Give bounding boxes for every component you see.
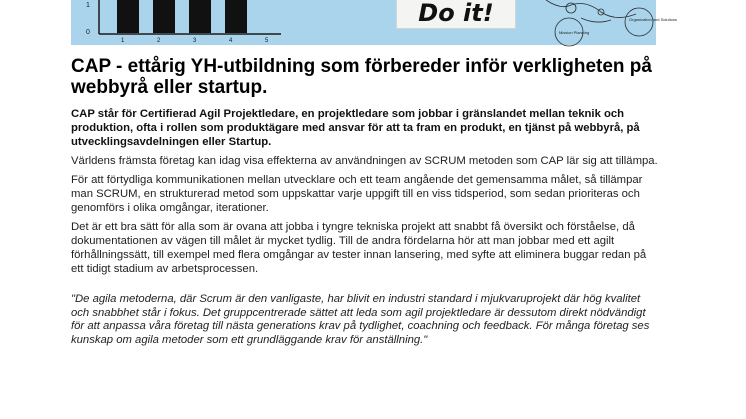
article-quote: "De agila metoderna, där Scrum är den vanligaste, har blivit en industri standard i mjukvaruprojekt där hög kvalitet och snabbhet står i fokus. Det gruppcentrerade sättet att leda som agil projektledare är dessutom direkt nödvändigt för att anpassa våra företag till nästa generations krav på tydlighet, coachning och feedback. För många företag ses kunskap om agila metoder som ett grundläggande krav för anställning." <box>71 293 650 346</box>
article-paragraph-2: För att förtydliga kommunikationen mellan utvecklare och ett team angående det gemensamma målet, så tillämpar man SCRUM, en strukturerad metod som uppskattar varje uppgift till en viss tidsperiod, som sedan prioriteras och genomförs i olika omgångar, iterationer. <box>71 174 643 214</box>
bar-chart-illustration <box>71 0 371 45</box>
map-label-organization: Organization and Solutions <box>629 17 678 22</box>
header-banner-image <box>71 0 678 45</box>
do-it-sticky-note: Do it! <box>396 0 516 29</box>
article-paragraph-3: Det är ett bra sätt för alla som är ovana att jobba i tyngre tekniska projekt att snabbt få översikt och förståelse, då dokumentationen av vägen till målet är mycket tydlig. Till de andra fördelarna hör att man jobbar med ett agilt förhållningssätt, till exempel med flera omgångar av tester innan lansering, med syfte att eliminera buggar redan på ett tidigt stadium av arbetsprocessen. <box>71 221 647 275</box>
chart-tick-1: 1 <box>121 38 125 44</box>
article-paragraph-1: Världens främsta företag kan idag visa effekterna av användningen av SCRUM metoden som CAP lär sig att tillämpa. <box>71 155 658 167</box>
chart-tick-4: 4 <box>229 38 233 44</box>
article <box>71 56 661 347</box>
chart-tick-2: 2 <box>157 38 161 44</box>
mind-map-illustration <box>541 0 678 45</box>
chart-tick-1-y: 1 <box>86 2 90 9</box>
chart-tick-5: 5 <box>265 38 269 44</box>
article-title: CAP - ettårig YH-utbildning som förbereder inför verkligheten på webbyrå eller startup. <box>71 56 652 98</box>
map-label-mission: Mission Planning <box>559 30 590 35</box>
article-lead: CAP står för Certifierad Agil Projektledare, en projektledare som jobbar i gränslandet mellan teknik och produktion, ofta i rollen som produktägare med ansvar för att ta fram en produkt, en tjänst på webbyrå, på utvecklingsavdelningen eller Startup. <box>71 108 640 148</box>
chart-zero-label: 0 <box>86 29 90 36</box>
chart-tick-3: 3 <box>193 38 197 44</box>
